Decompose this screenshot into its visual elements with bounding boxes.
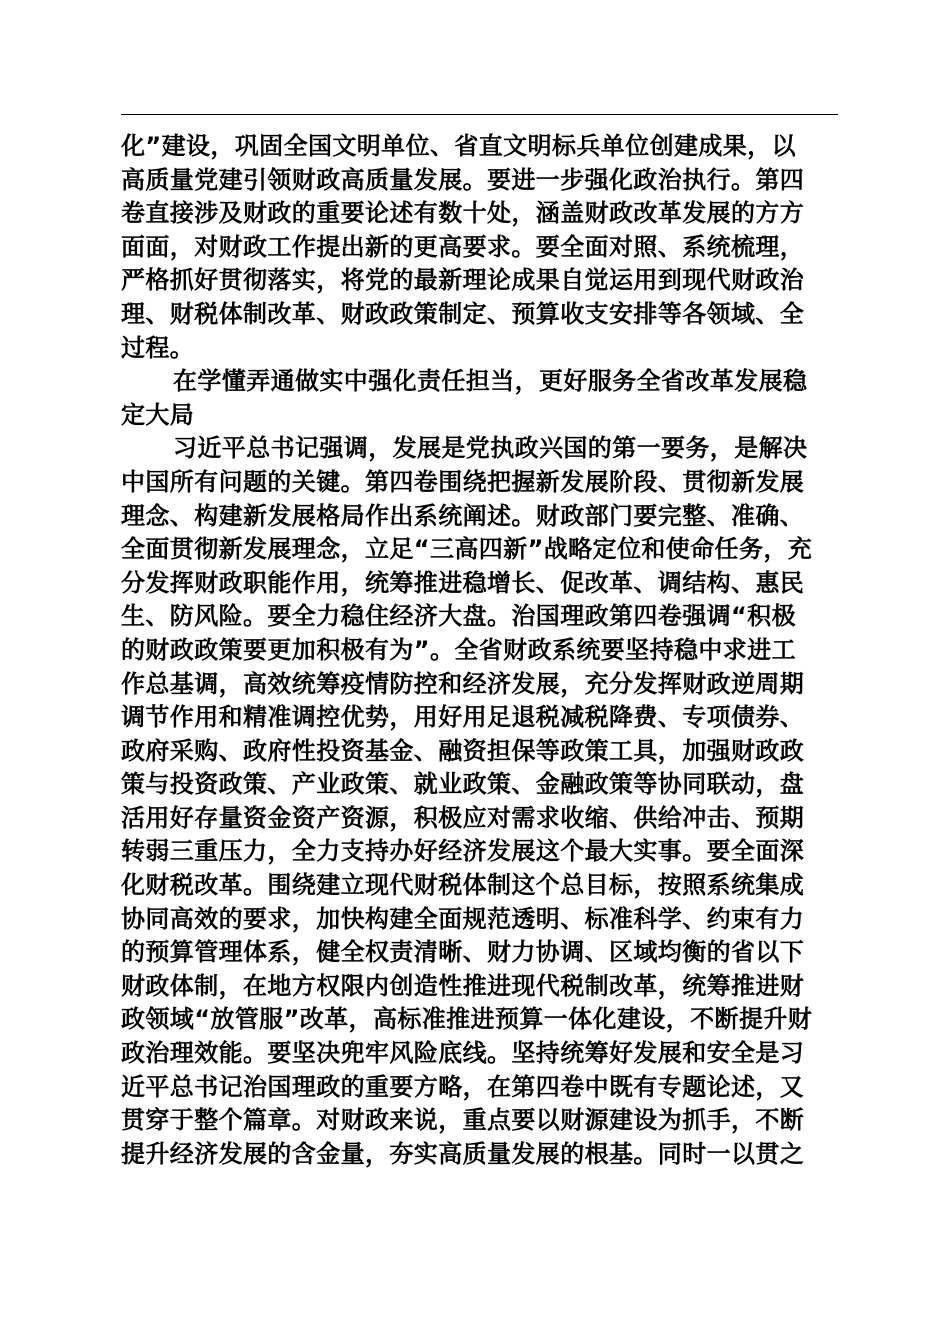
text-line: 政府采购、政府性投资基金、融资担保等政策工具，加强财政政 xyxy=(121,736,805,765)
section-heading-line: 在学懂弄通做实中强化责任担当，更好服务全省改革发展稳 xyxy=(173,367,808,396)
text-line: 提升经济发展的含金量，夯实高质量发展的根基。同时一以贯之 xyxy=(121,1139,805,1168)
text-line: 近平总书记治国理政的重要方略，在第四卷中既有专题论述，又 xyxy=(121,1072,805,1101)
text-line: 贯穿于整个篇章。对财政来说，重点要以财源建设为抓手，不断 xyxy=(121,1106,805,1135)
text-line: 活用好存量资金资产资源，积极应对需求收缩、供给冲击、预期 xyxy=(121,803,805,832)
text-line: 理、财税体制改革、财政政策制定、预算收支安排等各领域、全 xyxy=(121,299,805,328)
text-line: 作总基调，高效统筹疫情防控和经济发展，充分发挥财政逆周期 xyxy=(121,669,805,698)
text-line: 调节作用和精准调控优势，用好用足退税减税降费、专项债券、 xyxy=(121,703,805,732)
text-line: 的预算管理体系，健全权责清晰、财力协调、区域均衡的省以下 xyxy=(121,938,805,967)
text-line: 高质量党建引领财政高质量发展。要进一步强化政治执行。第四 xyxy=(121,165,805,194)
text-line: 严格抓好贯彻落实，将党的最新理论成果自觉运用到现代财政治 xyxy=(121,266,805,295)
text-line: 政领域“放管服”改革，高标准推进预算一体化建设，不断提升财 xyxy=(121,1005,813,1034)
text-line: 理念、构建新发展格局作出系统阐述。财政部门要完整、准确、 xyxy=(121,501,805,530)
paragraph-start-line: 习近平总书记强调，发展是党执政兴国的第一要务，是解决 xyxy=(173,434,808,463)
text-line: 分发挥财政职能作用，统筹推进稳增长、促改革、调结构、惠民 xyxy=(121,568,805,597)
text-line: 转弱三重压力，全力支持办好经济发展这个最大实事。要全面深 xyxy=(121,837,805,866)
text-line: 政治理效能。要坚决兜牢风险底线。坚持统筹好发展和安全是习 xyxy=(121,1039,805,1068)
body-text xyxy=(121,130,841,1171)
text-line: 化财税改革。围绕建立现代财税体制这个总目标，按照系统集成 xyxy=(121,871,805,900)
text-line: 卷直接涉及财政的重要论述有数十处，涵盖财政改革发展的方方 xyxy=(121,199,805,228)
text-line: 财政体制，在地方权限内创造性推进现代税制改革，统筹推进财 xyxy=(121,971,805,1000)
text-line: 过程。 xyxy=(121,333,195,362)
text-line: 策与投资政策、产业政策、就业政策、金融政策等协同联动，盘 xyxy=(121,770,805,799)
text-line: 全面贯彻新发展理念，立足“三高四新”战略定位和使命任务，充 xyxy=(121,535,813,564)
text-line: 生、防风险。要全力稳住经济大盘。治国理政第四卷强调“积极 xyxy=(121,602,796,631)
header-rule xyxy=(121,114,838,115)
section-heading-line: 定大局 xyxy=(121,400,195,429)
text-line: 的财政政策要更加积极有为”。全省财政系统要坚持稳中求进工 xyxy=(121,635,796,664)
text-line: 面面，对财政工作提出新的更高要求。要全面对照、系统梳理， xyxy=(121,232,805,261)
text-line: 中国所有问题的关键。第四卷围绕把握新发展阶段、贯彻新发展 xyxy=(121,467,805,496)
text-line: 协同高效的要求，加快构建全面规范透明、标准科学、约束有力 xyxy=(121,904,805,933)
text-line: 化”建设，巩固全国文明单位、省直文明标兵单位创建成果，以 xyxy=(121,132,796,160)
